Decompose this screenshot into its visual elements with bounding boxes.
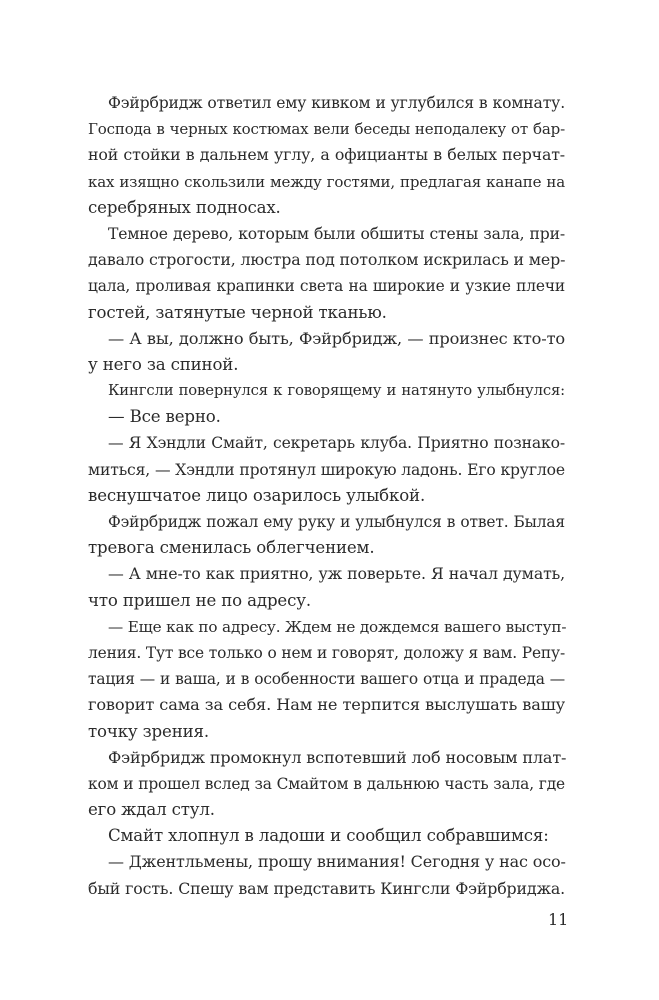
text-line: — А вы, должно быть, Фэйрбридж, — произнес кто-то [108, 328, 565, 348]
text-line: Фэйрбридж ответил ему кивком и углубился в комнату. [108, 94, 565, 112]
text-line: — А мне-то как приятно, уж поверьте. Я начал думать, [108, 564, 565, 584]
text-line: Господа в черных костюмах вели беседы неподалеку от бар- [88, 120, 565, 139]
text-line: Смайт хлопнул в ладоши и сообщил собравшимся: [108, 826, 549, 846]
text-line: тревога сменилась облегчением. [88, 538, 375, 558]
body-text [88, 90, 565, 902]
text-line: говорит сама за себя. Нам не терпится выслушать вашу [88, 695, 565, 715]
text-line: бый гость. Спешу вам представить Кингсли Фэйрбриджа. [88, 878, 565, 898]
page-number: 11 [548, 910, 569, 929]
text-line: ком и прошел вслед за Смайтом в дальнюю часть зала, где [88, 774, 565, 793]
text-line: давало строгости, люстра под потолком искрилась и мер- [88, 250, 566, 270]
text-line: — Я Хэндли Смайт, секретарь клуба. Приятно познако- [108, 434, 565, 453]
text-line: — Еще как по адресу. Ждем не дождемся вашего выступ- [108, 617, 567, 636]
text-line: у него за спиной. [88, 354, 239, 374]
text-line: Кингсли повернулся к говорящему и натянуто улыбнулся: [108, 382, 565, 400]
text-line: — Все верно. [108, 407, 221, 427]
text-line: точку зрения. [88, 721, 209, 741]
text-line: миться, — Хэндли протянул широкую ладонь. Его круглое [88, 460, 565, 479]
text-line: Фэйрбридж промокнул вспотевший лоб носовым плат- [108, 747, 567, 767]
text-line: Темное дерево, которым были обшиты стены зала, при- [108, 224, 565, 243]
text-line: веснушчатое лицо озарилось улыбкой. [88, 485, 426, 505]
text-line: гостей, затянутые черной тканью. [88, 302, 387, 322]
text-line: — Джентльмены, прошу внимания! Сегодня у нас осо- [108, 852, 566, 872]
text-line: ления. Тут все только о нем и говорят, доложу я вам. Репу- [88, 643, 565, 662]
text-line: тация — и ваша, и в особенности вашего отца и прадеда — [88, 670, 565, 689]
text-line: серебряных подносах. [88, 197, 281, 217]
text-line: что пришел не по адресу. [88, 590, 311, 610]
text-line: цала, проливая крапинки света на широкие и узкие плечи [88, 277, 565, 296]
text-line: Фэйрбридж пожал ему руку и улыбнулся в ответ. Былая [108, 513, 565, 531]
text-line: ках изящно скользили между гостями, предлагая канапе на [88, 172, 565, 191]
text-line: его ждал стул. [88, 800, 215, 820]
text-line: ной стойки в дальнем углу, а официанты в белых перчат- [88, 145, 565, 165]
